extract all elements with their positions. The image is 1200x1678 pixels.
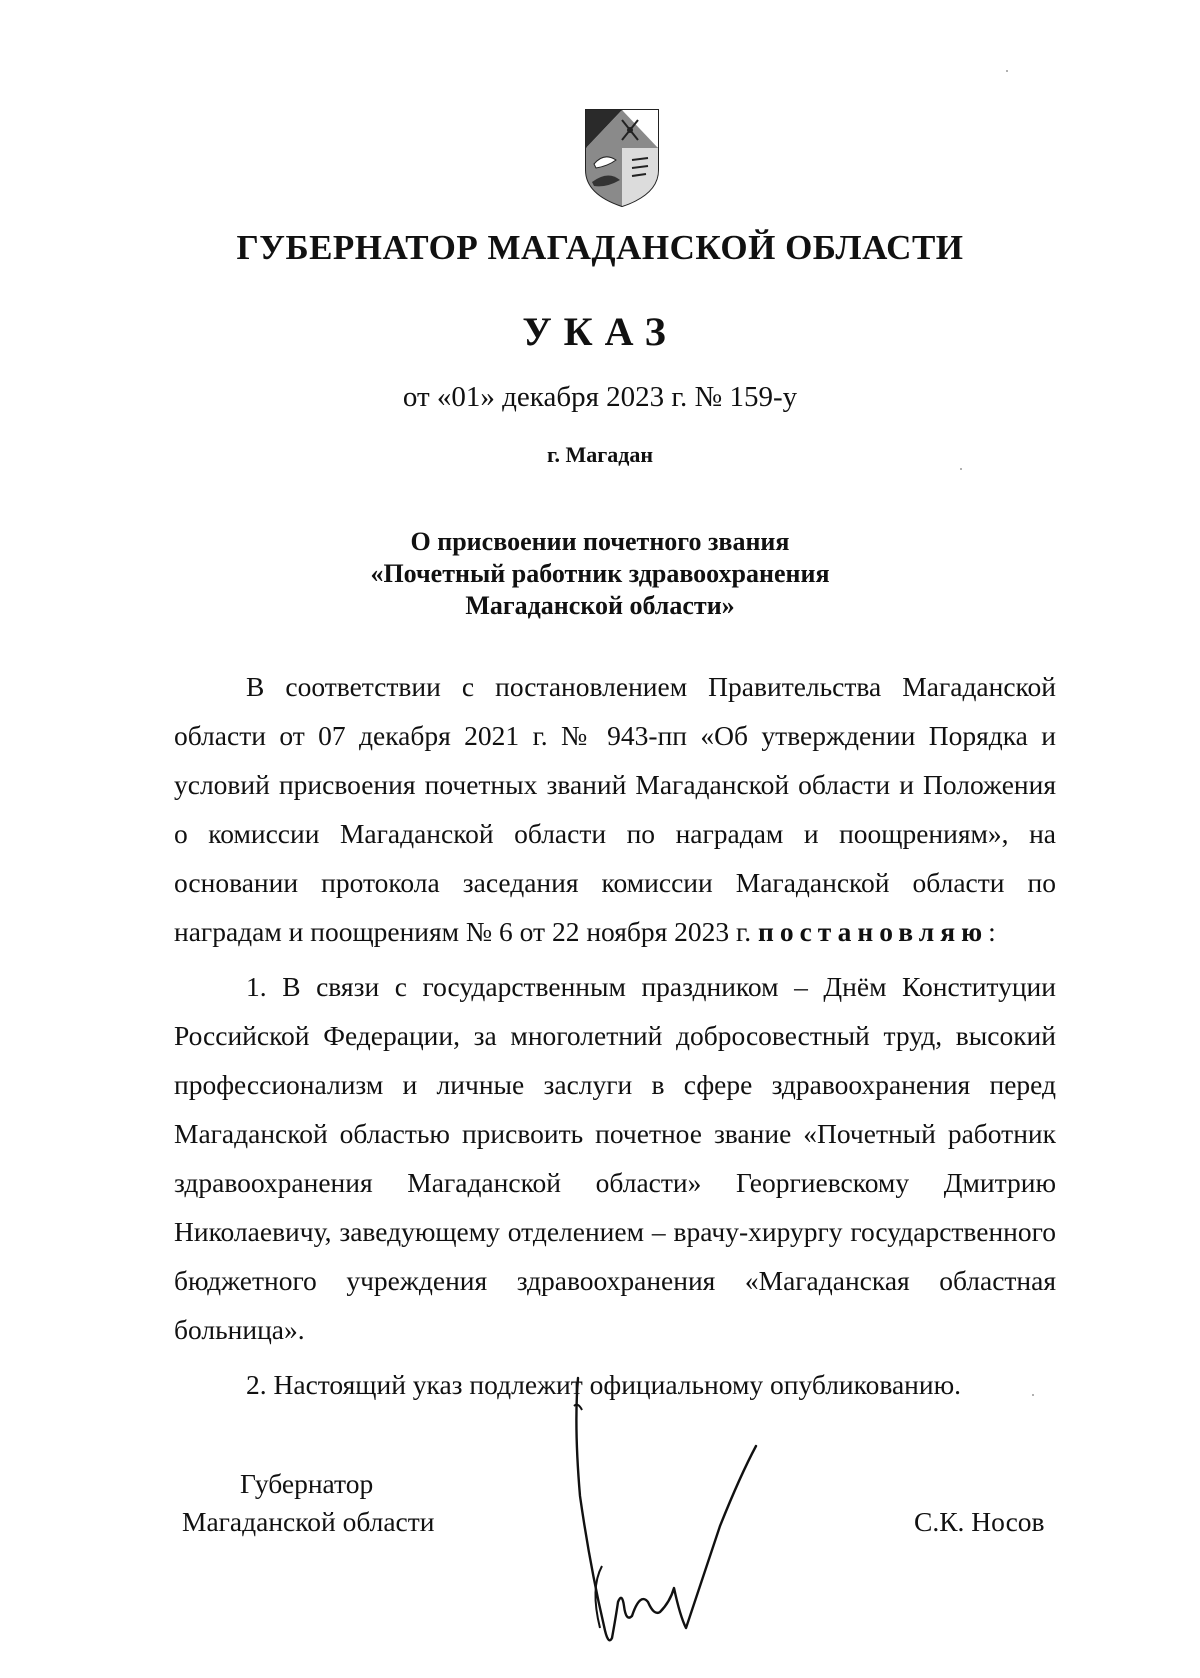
scan-artifact [1006, 70, 1008, 72]
document-body [174, 662, 1056, 1409]
document-city: г. Магадан [546, 442, 654, 467]
preamble-text: В соответствии с постановлением Правительства Магаданской области от 07 декабря 2021 г. № 943-пп «Об утверждении Порядка и условий присвоения почетных званий Магаданской области и Положения о комиссии Магаданской области по наградам и поощрениям», на основании протокола заседания комиссии Магаданской области по наградам и поощрениям № 6 от 22 ноября 2023 г. [174, 671, 1056, 947]
scan-artifact [960, 468, 962, 470]
signer-title-line-1: Губернатор [240, 1468, 374, 1499]
document-type: УКАЗ [522, 309, 678, 354]
item-1-paragraph: 1. В связи с государственным праздником – Днём Конституции Российской Федерации, за многолетний добросовестный труд, высокий профессионализм и личные заслуги в сфере здравоохранения перед Магаданской областью присвоить почетное звание «Почетный работник здравоохранения Магаданской области» Георгиевскому Дмитрию Николаевичу, заведующему отделением – врачу-хирургу государственного бюджетного учреждения здравоохранения «Магаданская областная больница». [174, 971, 1056, 1345]
subject-line-1: О присвоении почетного звания [410, 527, 790, 556]
scan-artifact [1032, 1394, 1034, 1396]
signer-title-line-2: Магаданской области [182, 1506, 435, 1537]
preamble-paragraph [174, 662, 1056, 956]
magadan-coat-of-arms-icon [582, 108, 662, 208]
signer-name: С.К. Носов [914, 1506, 1045, 1537]
issuing-authority: ГУБЕРНАТОР МАГАДАНСКОЙ ОБЛАСТИ [236, 228, 964, 267]
document-subject [0, 526, 1200, 622]
item-2-paragraph: 2. Настоящий указ подлежит официальному опубликованию. [246, 1369, 962, 1400]
decree-word: постановляю [758, 916, 989, 947]
decree-colon: : [988, 916, 996, 947]
handwritten-signature [560, 1366, 790, 1666]
subject-line-3: Магаданской области» [465, 591, 735, 620]
subject-line-2: «Почетный работник здравоохранения [370, 559, 830, 588]
signature-block [0, 1466, 1200, 1666]
document-date-number: от «01» декабря 2023 г. № 159-у [402, 381, 798, 413]
